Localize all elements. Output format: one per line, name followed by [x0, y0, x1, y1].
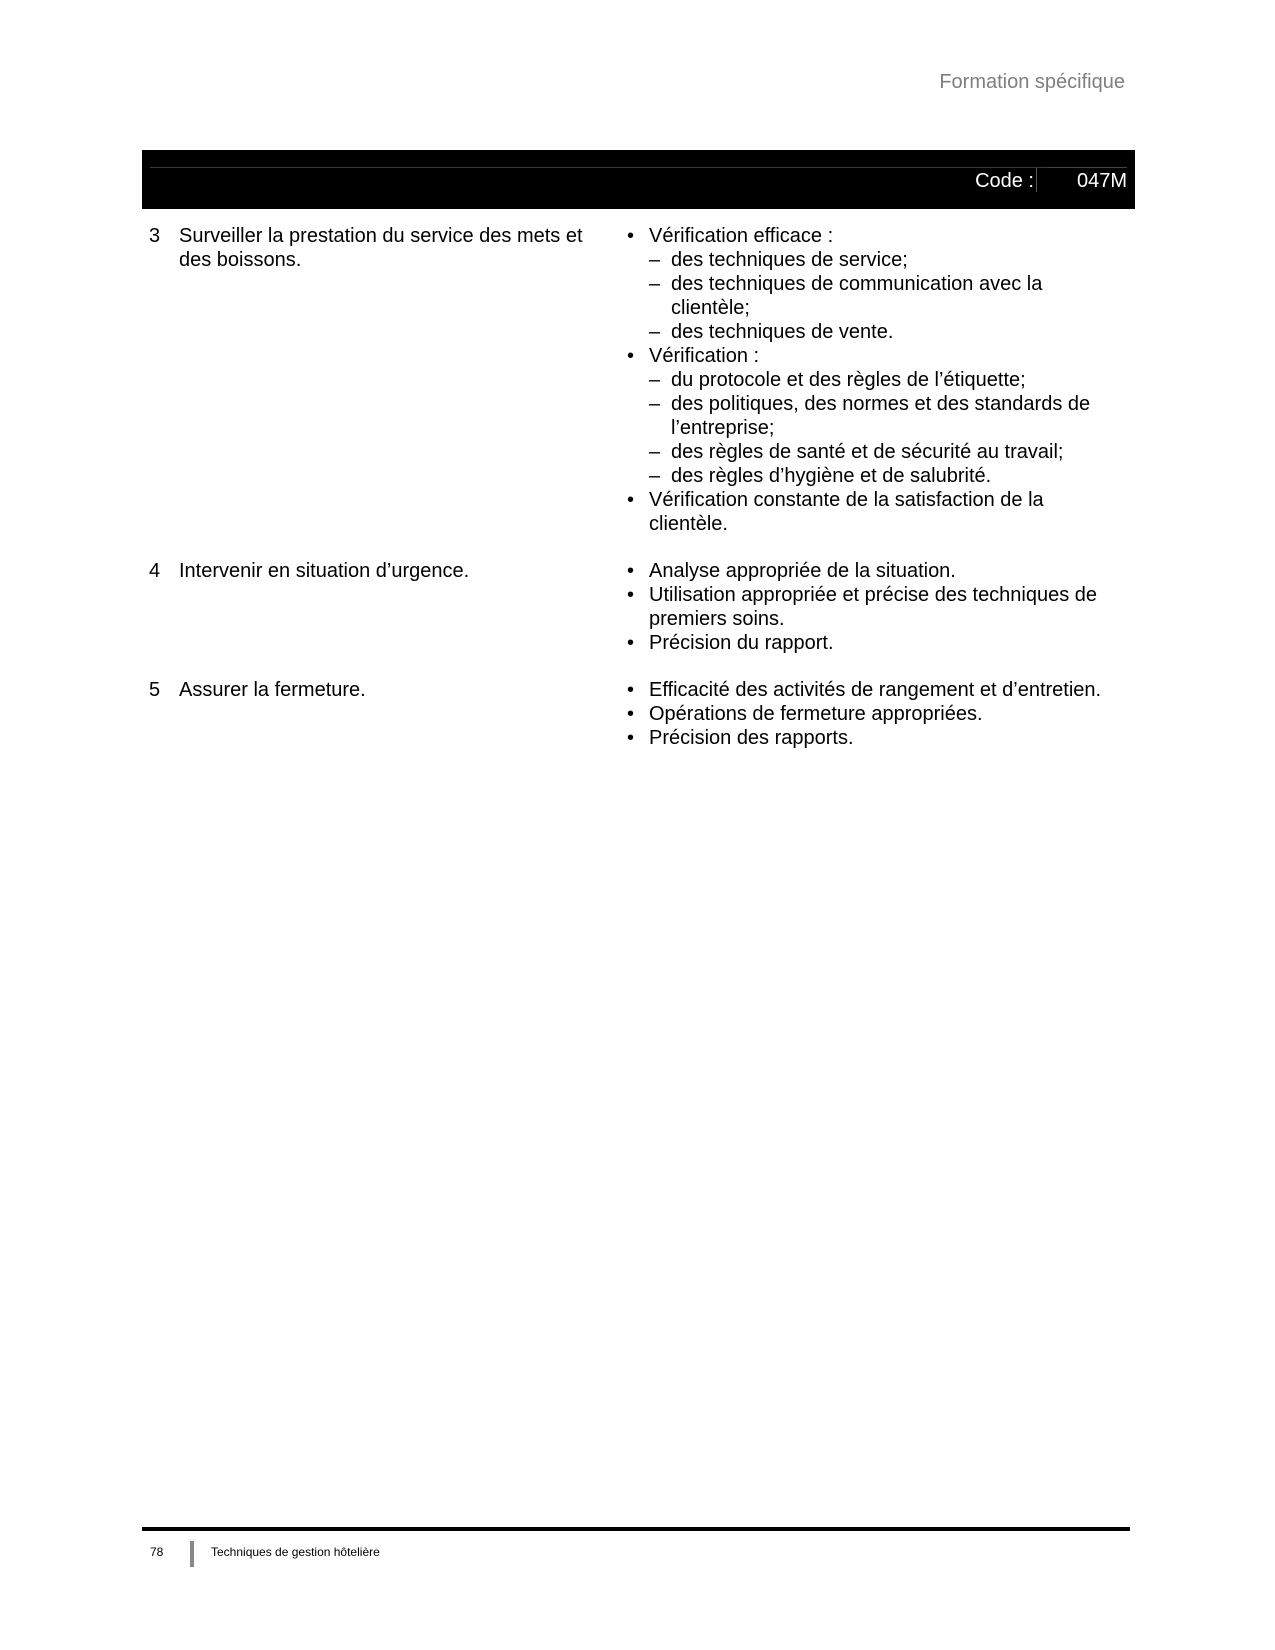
footer-page-number: 78 [150, 1545, 164, 1559]
sub-criterion-text: des règles de santé et de sécurité au travail; [671, 441, 1064, 463]
sub-criterion-item [625, 368, 1105, 392]
table-row [149, 678, 1129, 750]
criterion-item [625, 559, 1105, 583]
sub-criterion-text: du protocole et des règles de l’étiquette; [671, 369, 1026, 391]
bullet-icon: • [627, 703, 635, 725]
bullet-icon: • [627, 679, 635, 701]
sub-criterion-item [625, 248, 1105, 272]
bullet-icon: • [627, 225, 635, 247]
competency-element: Intervenir en situation d’urgence. [179, 560, 470, 582]
table-row [149, 559, 1129, 655]
code-bar-value-rule [1047, 167, 1127, 168]
footer-separator [190, 1541, 194, 1567]
code-bar [142, 150, 1135, 209]
footer-title: Techniques de gestion hôtelière [211, 1545, 380, 1559]
dash-icon: – [649, 273, 661, 295]
criterion-item [625, 488, 1105, 536]
bullet-icon: • [627, 560, 635, 582]
criterion-item [625, 224, 1105, 248]
sub-criterion-item [625, 464, 1105, 488]
criterion-item [625, 702, 1105, 726]
element-number: 5 [149, 679, 161, 701]
table-row [149, 224, 1129, 536]
dash-icon: – [649, 249, 661, 271]
performance-criteria [625, 678, 1105, 750]
criterion-text: Efficacité des activités de rangement et d’entretien. [649, 679, 1102, 701]
code-label: Code : [975, 170, 1034, 192]
sub-criterion-text: des techniques de communication avec la clientèle; [671, 273, 1043, 319]
dash-icon: – [649, 369, 661, 391]
criterion-item [625, 631, 1105, 655]
element-number: 3 [149, 225, 161, 247]
dash-icon: – [649, 441, 661, 463]
sub-criterion-text: des techniques de service; [671, 249, 908, 271]
criterion-text: Vérification constante de la satisfaction de la clientèle. [649, 489, 1044, 535]
criterion-item [625, 344, 1105, 368]
criterion-item [625, 726, 1105, 750]
dash-icon: – [649, 393, 661, 415]
criterion-text: Vérification : [649, 345, 760, 367]
sub-criterion-item [625, 392, 1105, 440]
sub-criterion-item [625, 272, 1105, 320]
dash-icon: – [649, 321, 661, 343]
sub-criterion-text: des règles d’hygiène et de salubrité. [671, 465, 992, 487]
bullet-icon: • [627, 489, 635, 511]
criterion-text: Opérations de fermeture appropriées. [649, 703, 983, 725]
sub-criterion-text: des politiques, des normes et des standards de l’entreprise; [671, 393, 1091, 439]
criterion-text: Utilisation appropriée et précise des techniques de premiers soins. [649, 584, 1098, 630]
criterion-text: Analyse appropriée de la situation. [649, 560, 956, 582]
footer-rule [142, 1527, 1130, 1531]
criterion-text: Précision du rapport. [649, 632, 834, 654]
sub-criterion-item [625, 320, 1105, 344]
competency-table [149, 224, 1129, 773]
criterion-item [625, 678, 1105, 702]
criterion-text: Précision des rapports. [649, 727, 854, 749]
bullet-icon: • [627, 345, 635, 367]
bullet-icon: • [627, 632, 635, 654]
competency-element: Assurer la fermeture. [179, 679, 366, 701]
bullet-icon: • [627, 727, 635, 749]
dash-icon: – [649, 465, 661, 487]
element-number: 4 [149, 560, 161, 582]
sub-criterion-item [625, 440, 1105, 464]
code-bar-rule [150, 167, 1127, 168]
criterion-text: Vérification efficace : [649, 225, 834, 247]
performance-criteria [625, 559, 1105, 655]
running-header-title: Formation spécifique [939, 71, 1125, 93]
performance-criteria [625, 224, 1105, 536]
sub-criterion-text: des techniques de vente. [671, 321, 894, 343]
competency-element: Surveiller la prestation du service des mets et des boissons. [179, 225, 583, 271]
code-bar-separator [1036, 168, 1037, 192]
code-value: 047M [1076, 170, 1127, 192]
bullet-icon: • [627, 584, 635, 606]
criterion-item [625, 583, 1105, 631]
